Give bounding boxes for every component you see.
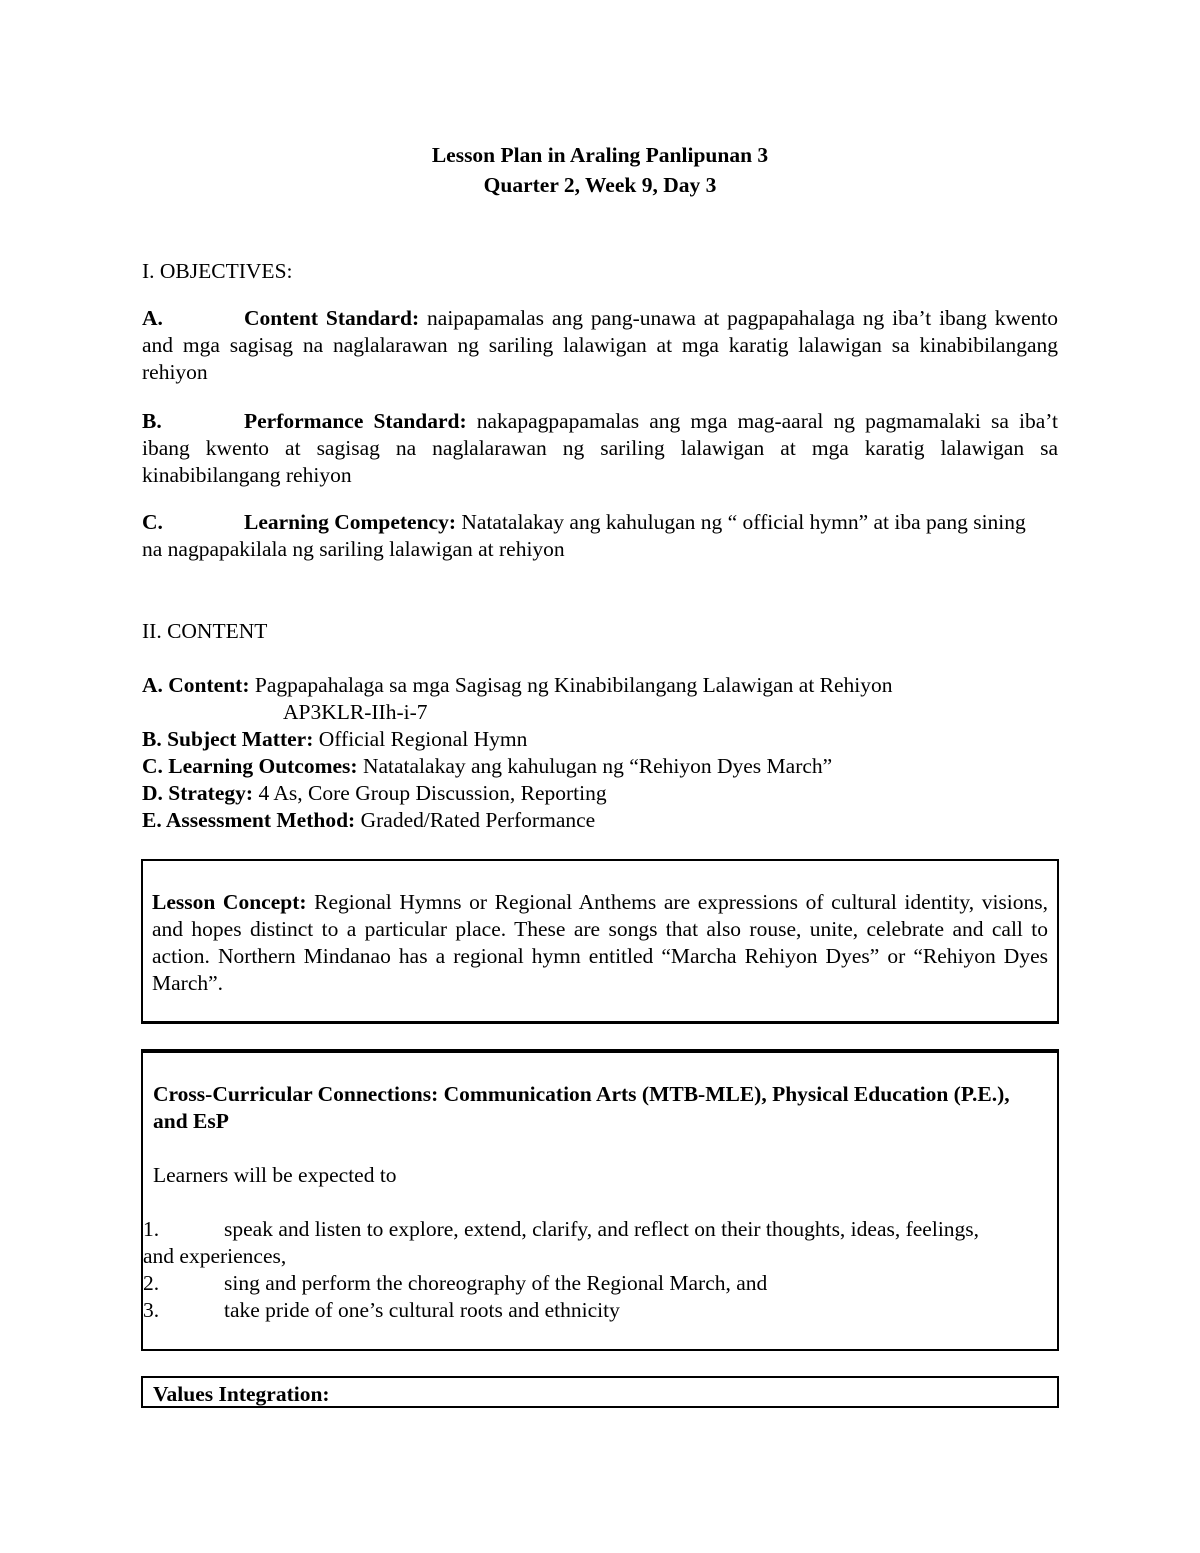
list-item-continuation: and experiences, <box>143 1244 287 1268</box>
content-text: Graded/Rated Performance <box>360 808 596 832</box>
document-title: Lesson Plan in Araling Panlipunan 3 <box>431 143 769 167</box>
objective-label: Learning Competency: <box>244 510 456 534</box>
content-label: A. Content: <box>142 673 250 697</box>
content-item-c <box>142 753 832 780</box>
objective-text: Natatalakay ang kahulugan ng “ official hymn” at iba pang sining na nagpapakilala ng sariling lalawigan at rehiyon <box>142 510 1026 561</box>
lesson-concept-box <box>141 859 1059 1024</box>
list-number: 2. <box>143 1271 160 1295</box>
list-item <box>143 1270 767 1297</box>
list-item <box>143 1297 620 1324</box>
content-label: D. Strategy: <box>142 781 254 805</box>
content-item-b <box>142 726 527 753</box>
values-integration-box <box>141 1376 1059 1408</box>
objective-letter: B. <box>142 409 162 433</box>
list-text: speak and listen to explore, extend, clarify, and reflect on their thoughts, ideas, feelings, <box>224 1217 980 1241</box>
list-text: sing and perform the choreography of the Regional March, and <box>224 1271 768 1295</box>
values-integration-label: Values Integration: <box>153 1382 330 1406</box>
document-subtitle: Quarter 2, Week 9, Day 3 <box>483 173 717 197</box>
cross-curricular-intro: Learners will be expected to <box>153 1163 397 1187</box>
content-text: Official Regional Hymn <box>318 727 528 751</box>
objective-letter: A. <box>142 306 163 330</box>
list-item <box>143 1216 979 1243</box>
content-label: C. Learning Outcomes: <box>142 754 358 778</box>
objective-text: naipapamalas ang pang-unawa at pagpapahalaga ng iba’t ibang kwento and mga sagisag na naglalarawan ng sariling lalawigan at mga karatig lalawigan sa kinabibilangang rehiyon <box>142 306 1059 384</box>
cross-curricular-heading: Cross-Curricular Connections: Communication Arts (MTB-MLE), Physical Education (P.E.), and EsP <box>153 1082 1010 1133</box>
objective-label: Performance Standard: <box>244 409 467 433</box>
content-text: Pagpapahalaga sa mga Sagisag ng Kinabibilangang Lalawigan at Rehiyon <box>254 673 893 697</box>
objective-letter: C. <box>142 510 163 534</box>
list-text: take pride of one’s cultural roots and ethnicity <box>224 1298 620 1322</box>
content-label: B. Subject Matter: <box>142 727 314 751</box>
lesson-concept-paragraph <box>152 889 1048 997</box>
content-heading: II. CONTENT <box>142 619 268 643</box>
objectives-heading: I. OBJECTIVES: <box>142 259 293 283</box>
objective-b <box>142 408 1058 489</box>
lesson-concept-text: Regional Hymns or Regional Anthems are expressions of cultural identity, visions, and hopes distinct to a particular place. These are songs that also rouse, unite, celebrate and call to action. Northern Mindanao has a regional hymn entitled “Marcha Rehiyon Dyes” or “Rehiyon Dyes March”. <box>152 890 1048 995</box>
objective-c <box>142 509 1042 563</box>
list-number: 3. <box>143 1298 160 1322</box>
objective-label: Content Standard: <box>244 306 420 330</box>
content-item-a <box>142 672 893 699</box>
content-text: 4 As, Core Group Discussion, Reporting <box>258 781 607 805</box>
content-item-d <box>142 780 607 807</box>
competency-code: AP3KLR-IIh-i-7 <box>283 700 428 724</box>
content-label: E. Assessment Method: <box>142 808 356 832</box>
content-item-e <box>142 807 595 834</box>
objective-a <box>142 305 1058 386</box>
lesson-concept-label: Lesson Concept: <box>152 890 307 914</box>
content-text: Natatalakay ang kahulugan ng “Rehiyon Dyes March” <box>362 754 833 778</box>
list-number: 1. <box>143 1217 160 1241</box>
objective-text: nakapagpapamalas ang mga mag-aaral ng pagmamalaki sa iba’t ibang kwento at sagisag na naglalarawan ng sariling lalawigan at mga karatig lalawigan sa kinabibilangang rehiyon <box>142 409 1059 487</box>
cross-curricular-box <box>141 1049 1059 1351</box>
